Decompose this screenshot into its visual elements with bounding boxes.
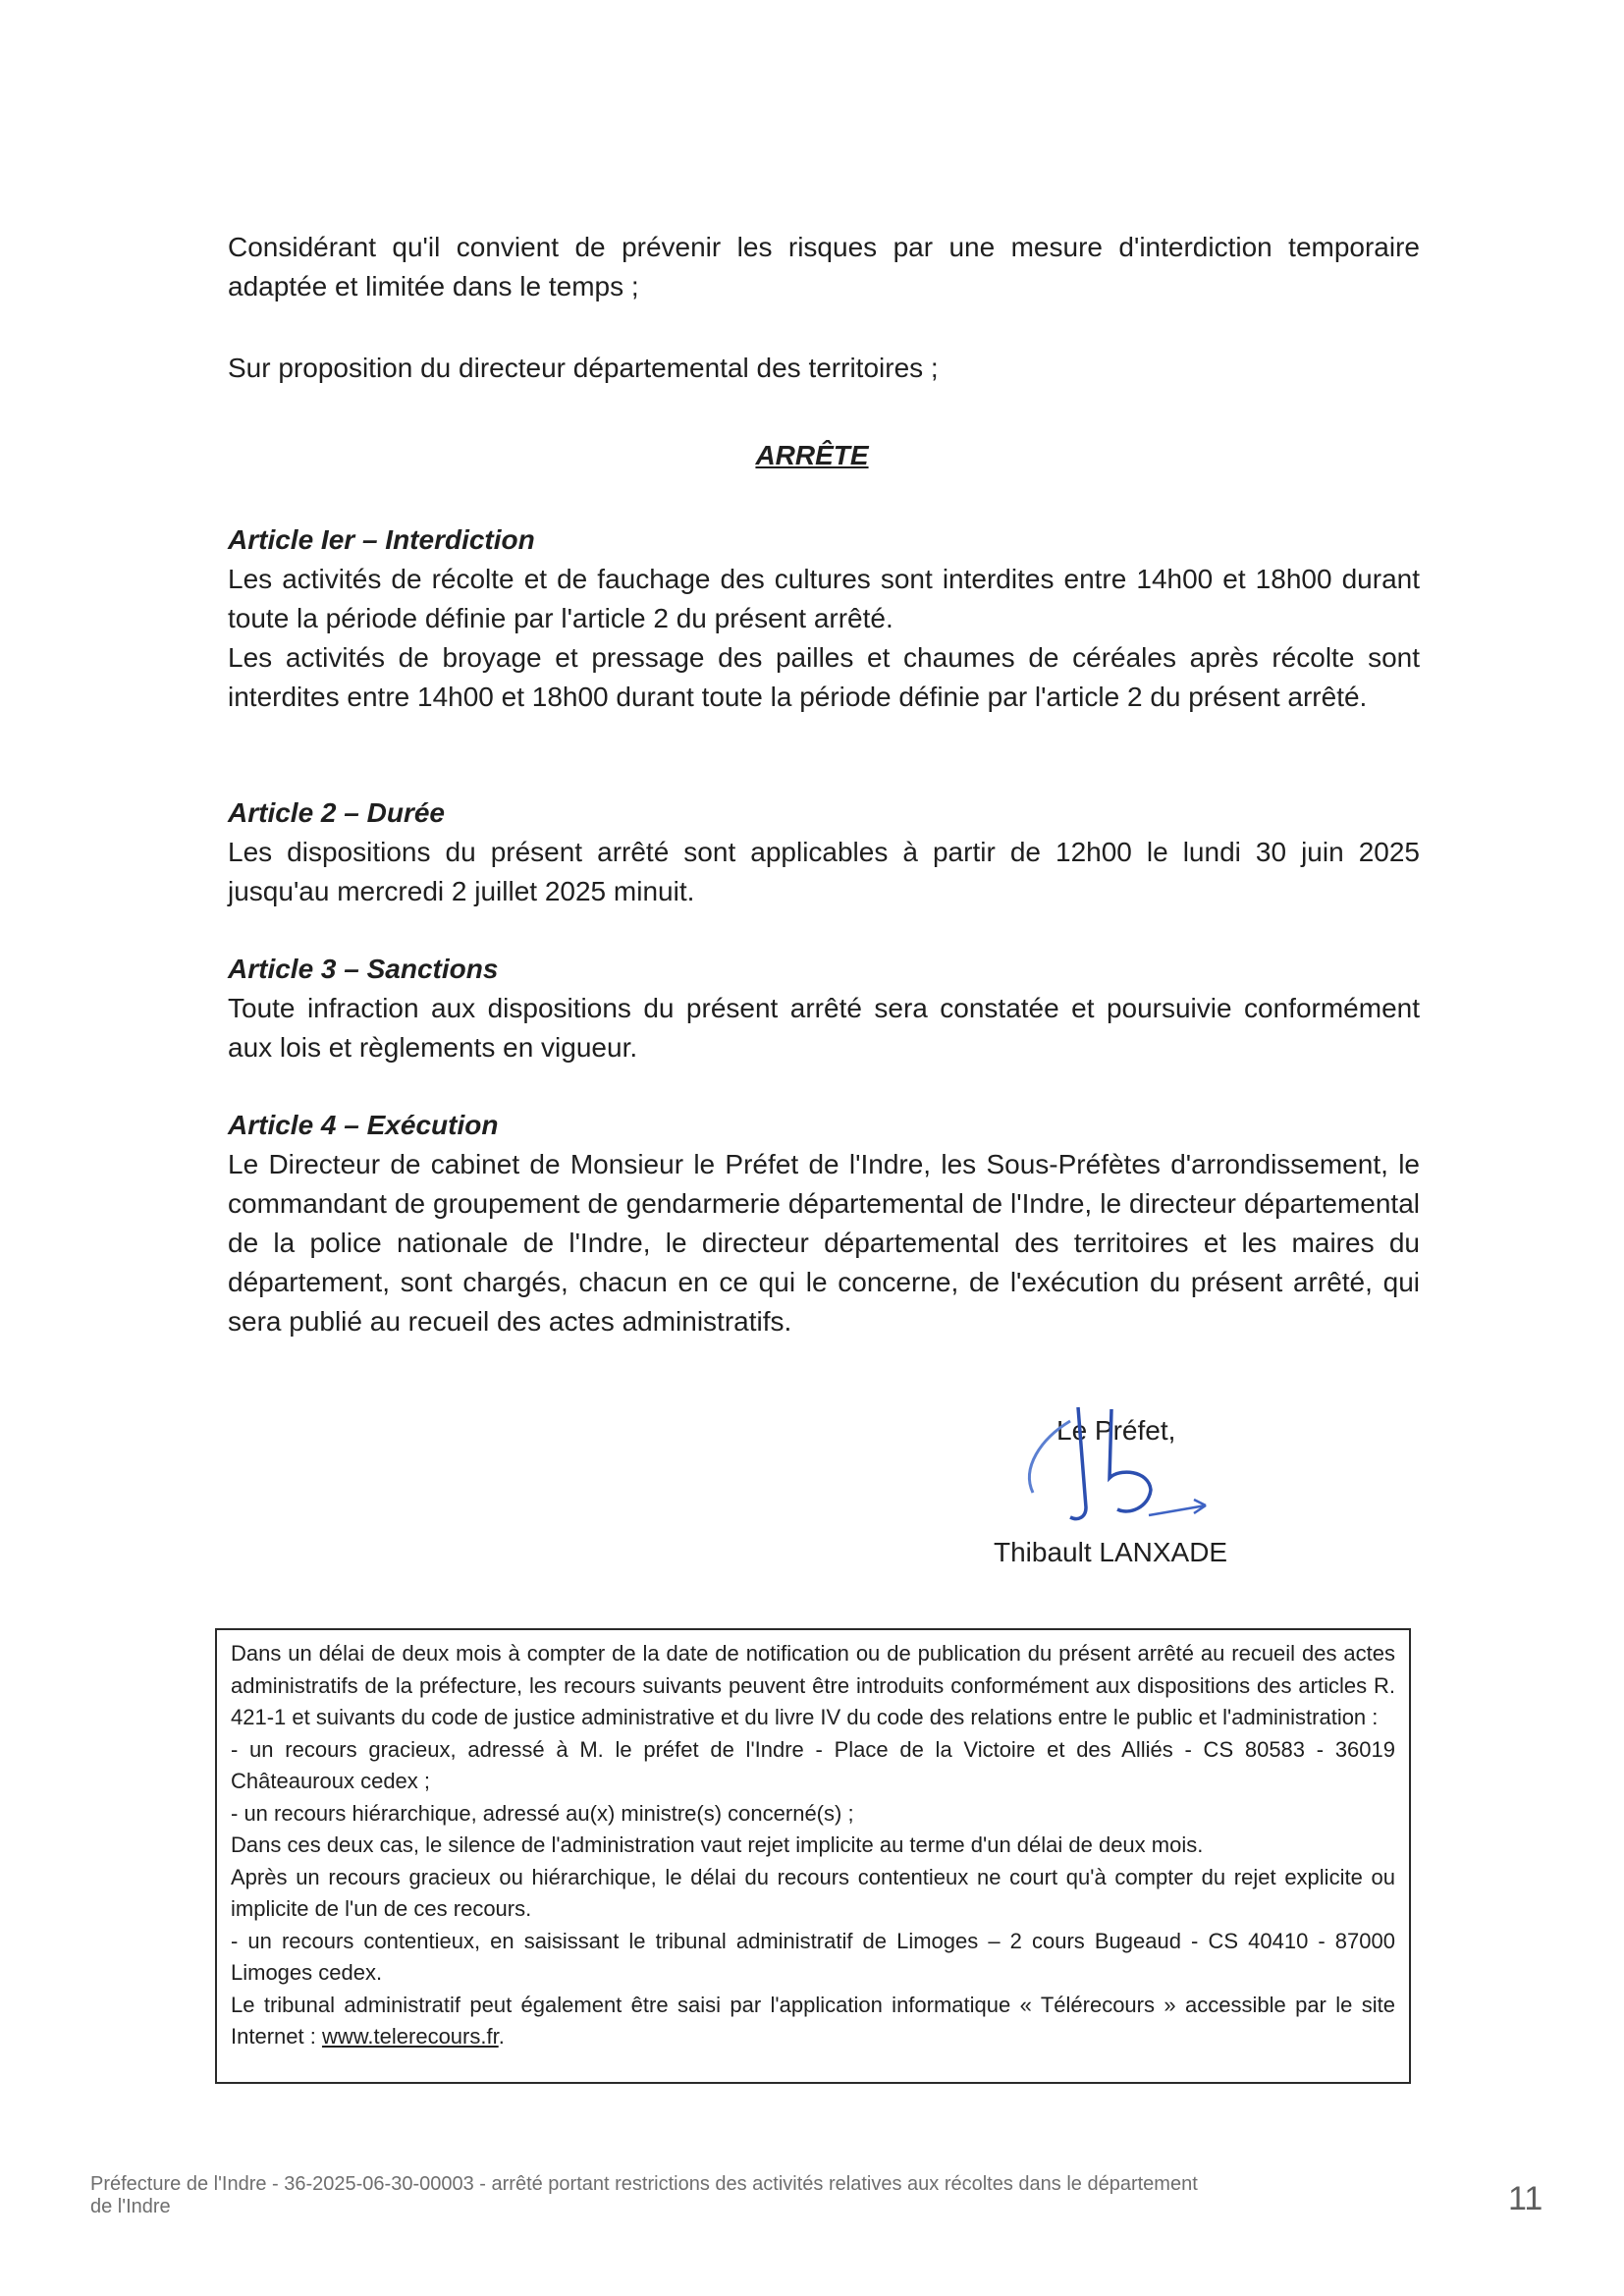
telerecours-link[interactable]: www.telerecours.fr: [321, 2024, 499, 2049]
article-2: [228, 793, 1420, 911]
recours-link-suffix: .: [498, 2024, 505, 2049]
footer-text: Préfecture de l'Indre - 36-2025-06-30-00003 - arrêté portant restrictions des activités relatives aux récoltes dans le département de l'Indre: [90, 2173, 1198, 2217]
article-3-text: Toute infraction aux dispositions du présent arrêté sera constatée et poursuivie conformément aux lois et règlements en vigueur.: [228, 993, 1420, 1063]
recours-line-7-text: Le tribunal administratif peut également être saisi par l'application informatique « Télérecours » accessible par le site Internet :: [231, 1992, 1395, 2049]
arrete-heading: ARRÊTE: [755, 440, 869, 470]
article-1-title: Article Ier – Interdiction: [228, 524, 535, 555]
considerant-text: Considérant qu'il convient de prévenir les risques par une mesure d'interdiction temporaire adaptée et limitée dans le temps ;: [228, 232, 1420, 301]
recours-line-7: [231, 1990, 1395, 2053]
article-4-title: Article 4 – Exécution: [228, 1110, 499, 1140]
recours-notice-box: [215, 1628, 1411, 2084]
article-2-title: Article 2 – Durée: [228, 797, 445, 828]
recours-line-1: Dans un délai de deux mois à compter de la date de notification ou de publication du présent arrêté au recueil des actes administratifs de la préfecture, les recours suivants peuvent être introduits conformément aux dispositions des articles R. 421-1 et suivants du code de justice administrative et du livre IV du code des relations entre le public et l'administration :: [231, 1641, 1395, 1729]
signature-role: Le Préfet,: [1056, 1415, 1176, 1446]
article-1-text-1: Les activités de récolte et de fauchage des cultures sont interdites entre 14h00 et 18h00 durant toute la période définie par l'article 2 du présent arrêté.: [228, 564, 1420, 633]
recours-line-5: Après un recours gracieux ou hiérarchique, le délai du recours contentieux ne court qu'à compter du rejet explicite ou implicite de l'un de ces recours.: [231, 1864, 1395, 1921]
handwritten-signature: [1001, 1399, 1237, 1547]
recours-line-4: Dans ces deux cas, le silence de l'administration vaut rejet implicite au terme d'un délai de deux mois.: [231, 1832, 1204, 1857]
article-4: [228, 1106, 1420, 1341]
proposition-text: Sur proposition du directeur départemental des territoires ;: [228, 353, 939, 383]
article-3-title: Article 3 – Sanctions: [228, 954, 499, 984]
recours-line-3: - un recours hiérarchique, adressé au(x) ministre(s) concerné(s) ;: [231, 1800, 854, 1826]
article-2-text: Les dispositions du présent arrêté sont applicables à partir de 12h00 le lundi 30 juin 2025 jusqu'au mercredi 2 juillet 2025 minuit.: [228, 837, 1420, 906]
recours-line-2: - un recours gracieux, adressé à M. le préfet de l'Indre - Place de la Victoire et des Alliés - CS 80583 - 36019 Châteauroux cedex ;: [231, 1736, 1395, 1793]
page-number: 11: [1508, 2180, 1543, 2217]
article-1: [228, 520, 1420, 717]
signature-name: Thibault LANXADE: [994, 1537, 1228, 1567]
article-1-text-2: Les activités de broyage et pressage des pailles et chaumes de céréales après récolte sont interdites entre 14h00 et 18h00 durant toute la période définie par l'article 2 du présent arrêté.: [228, 642, 1420, 712]
article-3: [228, 950, 1420, 1067]
recours-line-6: - un recours contentieux, en saisissant le tribunal administratif de Limoges – 2 cours Bugeaud - CS 40410 - 87000 Limoges cedex.: [231, 1928, 1395, 1985]
proposition-paragraph: [228, 349, 1420, 388]
article-4-text: Le Directeur de cabinet de Monsieur le Préfet de l'Indre, les Sous-Préfètes d'arrondissement, le commandant de groupement de gendarmerie départemental de l'Indre, le directeur départemental de la police nationale de l'Indre, le directeur départemental des territoires et les maires du département, sont chargés, chacun en ce qui le concerne, de l'exécution du présent arrêté, qui sera publié au recueil des actes administratifs.: [228, 1149, 1420, 1337]
considerant-paragraph: [228, 228, 1420, 306]
